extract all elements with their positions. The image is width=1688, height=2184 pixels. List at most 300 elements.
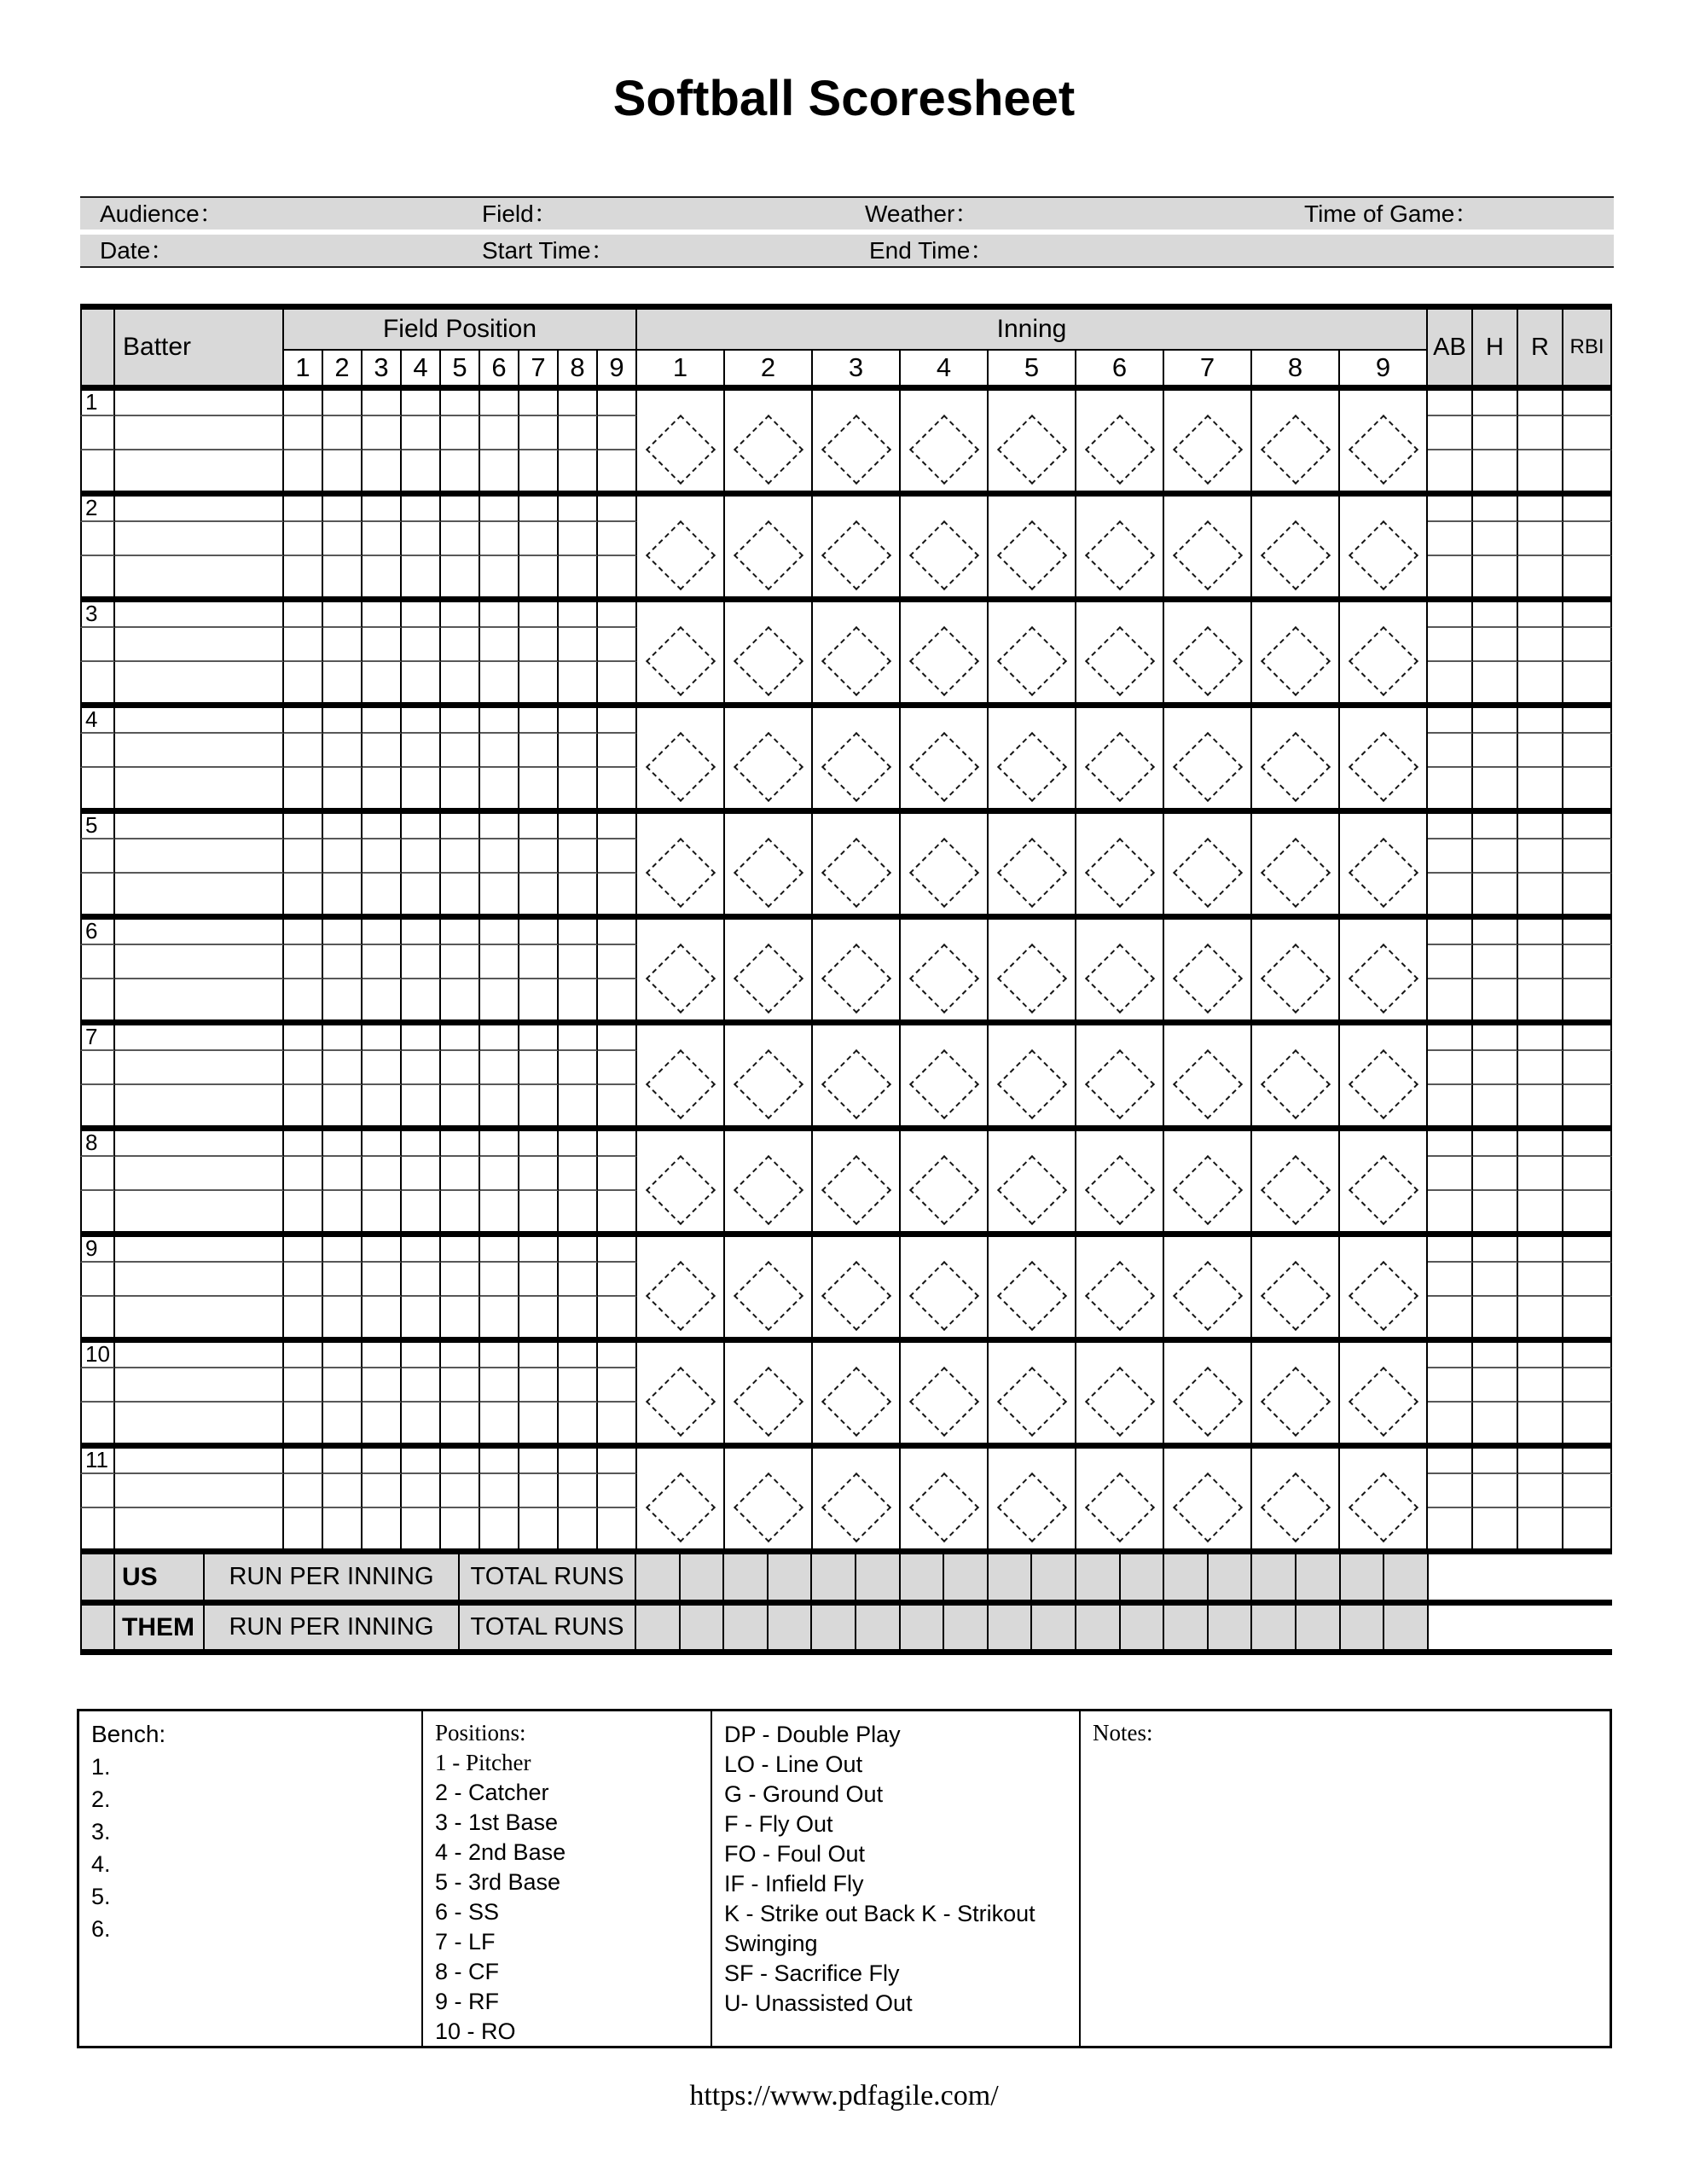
stat-cell[interactable] [1518,497,1563,522]
field-position-cell[interactable] [323,1131,363,1157]
field-position-cell[interactable] [519,628,559,662]
field-position-cell[interactable] [323,1343,363,1368]
batter-name-cell[interactable] [115,1449,284,1474]
stat-cell[interactable] [1518,1131,1563,1157]
field-position-cell[interactable] [441,1191,480,1231]
inning-scoring-cell[interactable] [1340,1343,1428,1443]
stat-cell[interactable] [1428,391,1473,416]
inning-scoring-cell[interactable] [989,1131,1076,1231]
score-cell[interactable] [901,1554,945,1600]
stat-cell[interactable] [1473,497,1518,522]
batter-name-cell[interactable] [115,1297,284,1337]
field-position-cell[interactable] [480,1449,519,1474]
score-cell[interactable] [1076,1554,1121,1600]
batter-name-cell[interactable] [115,945,284,979]
inning-scoring-cell[interactable] [1076,497,1164,596]
field-position-cell[interactable] [402,979,441,1019]
field-position-cell[interactable] [402,1343,441,1368]
stat-cell[interactable] [1518,1403,1563,1443]
stat-cell[interactable] [1428,1449,1473,1474]
field-position-cell[interactable] [323,1297,363,1337]
field-position-cell[interactable] [559,1131,598,1157]
field-position-cell[interactable] [598,1191,637,1231]
inning-scoring-cell[interactable] [725,1343,813,1443]
stat-cell[interactable] [1473,391,1518,416]
field-position-cell[interactable] [441,874,480,914]
score-cell[interactable] [1032,1606,1076,1649]
stat-cell[interactable] [1518,1085,1563,1125]
inning-scoring-cell[interactable] [1252,920,1340,1019]
field-position-cell[interactable] [284,945,323,979]
stat-cell[interactable] [1563,734,1612,768]
field-position-cell[interactable] [519,839,559,874]
field-position-cell[interactable] [519,1297,559,1337]
field-position-cell[interactable] [559,1297,598,1337]
field-position-cell[interactable] [559,450,598,491]
field-position-cell[interactable] [363,768,402,808]
field-position-cell[interactable] [402,874,441,914]
field-position-cell[interactable] [363,556,402,596]
field-position-cell[interactable] [480,839,519,874]
stat-cell[interactable] [1563,920,1612,945]
field-position-cell[interactable] [323,1191,363,1231]
field-position-cell[interactable] [519,734,559,768]
field-position-cell[interactable] [363,874,402,914]
field-position-cell[interactable] [598,522,637,556]
field-position-cell[interactable] [323,1237,363,1263]
field-position-cell[interactable] [402,450,441,491]
field-position-cell[interactable] [402,522,441,556]
field-position-cell[interactable] [402,945,441,979]
stat-cell[interactable] [1473,1368,1518,1403]
inning-scoring-cell[interactable] [1340,814,1428,914]
inning-scoring-cell[interactable] [1164,1131,1252,1231]
field-position-cell[interactable] [598,1449,637,1474]
field-position-cell[interactable] [559,1085,598,1125]
field-position-cell[interactable] [598,497,637,522]
batter-name-cell[interactable] [115,768,284,808]
field-position-cell[interactable] [323,945,363,979]
score-cell[interactable] [989,1606,1033,1649]
stat-cell[interactable] [1518,814,1563,839]
field-position-cell[interactable] [598,945,637,979]
inning-scoring-cell[interactable] [1164,602,1252,702]
inning-scoring-cell[interactable] [813,920,901,1019]
stat-cell[interactable] [1563,1297,1612,1337]
field-position-cell[interactable] [441,522,480,556]
field-position-cell[interactable] [402,708,441,734]
batter-name-cell[interactable] [115,814,284,839]
inning-scoring-cell[interactable] [901,1131,989,1231]
stat-cell[interactable] [1473,1051,1518,1085]
stat-cell[interactable] [1563,1191,1612,1231]
score-cell[interactable] [1209,1554,1253,1600]
stat-cell[interactable] [1518,1263,1563,1297]
inning-scoring-cell[interactable] [1076,1131,1164,1231]
field-position-cell[interactable] [363,662,402,702]
field-position-cell[interactable] [363,1237,402,1263]
field-position-cell[interactable] [284,1237,323,1263]
field-position-cell[interactable] [402,662,441,702]
field-position-cell[interactable] [441,450,480,491]
inning-scoring-cell[interactable] [1164,708,1252,808]
stat-cell[interactable] [1473,1263,1518,1297]
stat-cell[interactable] [1428,945,1473,979]
field-position-cell[interactable] [559,522,598,556]
stat-cell[interactable] [1473,1508,1518,1548]
field-position-cell[interactable] [284,920,323,945]
field-position-cell[interactable] [559,874,598,914]
field-position-cell[interactable] [559,768,598,808]
field-position-cell[interactable] [363,416,402,450]
field-position-cell[interactable] [363,920,402,945]
inning-scoring-cell[interactable] [637,1343,725,1443]
field-position-cell[interactable] [559,979,598,1019]
field-position-cell[interactable] [441,1025,480,1051]
field-position-cell[interactable] [363,1403,402,1443]
stat-cell[interactable] [1563,662,1612,702]
batter-name-cell[interactable] [115,1343,284,1368]
stat-cell[interactable] [1428,1508,1473,1548]
field-position-cell[interactable] [402,1131,441,1157]
field-position-cell[interactable] [402,1263,441,1297]
inning-scoring-cell[interactable] [989,602,1076,702]
inning-scoring-cell[interactable] [637,1237,725,1337]
field-position-cell[interactable] [598,979,637,1019]
inning-scoring-cell[interactable] [725,814,813,914]
inning-scoring-cell[interactable] [1164,1025,1252,1125]
field-position-cell[interactable] [323,602,363,628]
stat-cell[interactable] [1518,416,1563,450]
field-position-cell[interactable] [284,556,323,596]
inning-scoring-cell[interactable] [901,1237,989,1337]
stat-cell[interactable] [1428,1343,1473,1368]
field-position-cell[interactable] [441,1508,480,1548]
stat-cell[interactable] [1473,1157,1518,1191]
stat-cell[interactable] [1428,1263,1473,1297]
inning-scoring-cell[interactable] [989,920,1076,1019]
inning-scoring-cell[interactable] [725,920,813,1019]
score-cell[interactable] [769,1606,813,1649]
field-position-cell[interactable] [441,1297,480,1337]
stat-cell[interactable] [1428,416,1473,450]
field-position-cell[interactable] [402,391,441,416]
batter-name-cell[interactable] [115,1508,284,1548]
field-position-cell[interactable] [480,450,519,491]
stat-cell[interactable] [1473,979,1518,1019]
field-position-cell[interactable] [284,979,323,1019]
field-position-cell[interactable] [441,1474,480,1508]
score-cell[interactable] [724,1554,769,1600]
field-position-cell[interactable] [519,391,559,416]
field-position-cell[interactable] [519,1025,559,1051]
field-position-cell[interactable] [559,556,598,596]
inning-scoring-cell[interactable] [813,1131,901,1231]
stat-cell[interactable] [1473,662,1518,702]
field-position-cell[interactable] [323,839,363,874]
stat-cell[interactable] [1428,708,1473,734]
stat-cell[interactable] [1518,839,1563,874]
field-position-cell[interactable] [559,1237,598,1263]
stat-cell[interactable] [1563,814,1612,839]
stat-cell[interactable] [1428,1025,1473,1051]
notes-section[interactable] [1081,1711,1610,2046]
stat-cell[interactable] [1518,874,1563,914]
batter-name-cell[interactable] [115,979,284,1019]
field-position-cell[interactable] [519,1051,559,1085]
time-of-game-field[interactable]: Time of Game： [1304,200,1479,227]
stat-cell[interactable] [1473,814,1518,839]
field-position-cell[interactable] [284,1131,323,1157]
field-position-cell[interactable] [284,1085,323,1125]
field-position-cell[interactable] [402,814,441,839]
field-position-cell[interactable] [363,450,402,491]
stat-cell[interactable] [1563,497,1612,522]
inning-scoring-cell[interactable] [1076,1449,1164,1548]
field-position-cell[interactable] [480,497,519,522]
field-position-cell[interactable] [519,979,559,1019]
field-position-cell[interactable] [559,708,598,734]
inning-scoring-cell[interactable] [901,1025,989,1125]
batter-name-cell[interactable] [115,497,284,522]
field-position-cell[interactable] [519,450,559,491]
inning-scoring-cell[interactable] [1340,708,1428,808]
field-position-cell[interactable] [519,874,559,914]
field-position-cell[interactable] [441,814,480,839]
field-position-cell[interactable] [519,920,559,945]
field-position-cell[interactable] [441,497,480,522]
field-position-cell[interactable] [441,1368,480,1403]
score-cell[interactable] [1296,1554,1341,1600]
batter-name-cell[interactable] [115,1051,284,1085]
batter-name-cell[interactable] [115,1025,284,1051]
field-position-cell[interactable] [323,814,363,839]
field-position-cell[interactable] [363,1297,402,1337]
field-position-cell[interactable] [480,1237,519,1263]
field-position-cell[interactable] [480,768,519,808]
field-position-cell[interactable] [363,1263,402,1297]
field-position-cell[interactable] [441,734,480,768]
field-position-cell[interactable] [402,416,441,450]
field-position-cell[interactable] [480,1474,519,1508]
stat-cell[interactable] [1518,1449,1563,1474]
stat-cell[interactable] [1473,628,1518,662]
stat-cell[interactable] [1518,768,1563,808]
stat-cell[interactable] [1563,1263,1612,1297]
inning-scoring-cell[interactable] [1340,1449,1428,1548]
field-position-cell[interactable] [598,1157,637,1191]
field-position-cell[interactable] [323,1025,363,1051]
stat-cell[interactable] [1518,522,1563,556]
field-position-cell[interactable] [284,497,323,522]
score-cell[interactable] [1252,1606,1296,1649]
field-position-cell[interactable] [598,734,637,768]
stat-cell[interactable] [1428,628,1473,662]
field-position-cell[interactable] [480,1085,519,1125]
inning-scoring-cell[interactable] [1252,1449,1340,1548]
inning-scoring-cell[interactable] [1252,1025,1340,1125]
field-position-cell[interactable] [323,768,363,808]
inning-scoring-cell[interactable] [637,1131,725,1231]
field-position-cell[interactable] [598,1343,637,1368]
field-position-cell[interactable] [480,1191,519,1231]
field-position-cell[interactable] [519,768,559,808]
field-position-cell[interactable] [559,1263,598,1297]
field-position-cell[interactable] [363,945,402,979]
stat-cell[interactable] [1563,1343,1612,1368]
weather-field[interactable]: Weather： [865,200,979,227]
stat-cell[interactable] [1428,839,1473,874]
inning-scoring-cell[interactable] [725,1237,813,1337]
inning-scoring-cell[interactable] [1252,1237,1340,1337]
field-position-cell[interactable] [598,814,637,839]
score-cell[interactable] [1164,1554,1209,1600]
inning-scoring-cell[interactable] [1340,920,1428,1019]
field-position-cell[interactable] [363,1449,402,1474]
stat-cell[interactable] [1518,602,1563,628]
inning-scoring-cell[interactable] [901,1343,989,1443]
field-position-cell[interactable] [519,1403,559,1443]
field-position-cell[interactable] [323,522,363,556]
field-position-cell[interactable] [323,1508,363,1548]
field-position-cell[interactable] [559,1474,598,1508]
inning-scoring-cell[interactable] [989,1343,1076,1443]
inning-scoring-cell[interactable] [725,391,813,491]
field-position-cell[interactable] [323,391,363,416]
inning-scoring-cell[interactable] [1252,602,1340,702]
stat-cell[interactable] [1473,839,1518,874]
inning-scoring-cell[interactable] [901,391,989,491]
field-position-cell[interactable] [402,1237,441,1263]
field-position-cell[interactable] [441,416,480,450]
bench-slot[interactable]: 6. [91,1916,111,1942]
field-position-cell[interactable] [598,602,637,628]
field-position-cell[interactable] [402,602,441,628]
stat-cell[interactable] [1428,734,1473,768]
field-position-cell[interactable] [519,1474,559,1508]
field-position-cell[interactable] [480,1368,519,1403]
field-position-cell[interactable] [363,628,402,662]
bench-slot[interactable]: 3. [91,1819,111,1844]
inning-scoring-cell[interactable] [813,1237,901,1337]
stat-cell[interactable] [1473,1131,1518,1157]
field-position-cell[interactable] [480,1263,519,1297]
inning-scoring-cell[interactable] [813,1343,901,1443]
stat-cell[interactable] [1428,814,1473,839]
field-position-cell[interactable] [284,416,323,450]
field-position-cell[interactable] [323,628,363,662]
field-position-cell[interactable] [598,416,637,450]
stat-cell[interactable] [1428,662,1473,702]
field-position-cell[interactable] [598,628,637,662]
score-cell[interactable] [1296,1606,1341,1649]
field-position-cell[interactable] [402,1449,441,1474]
bench-slot[interactable]: 2. [91,1786,111,1812]
field-position-cell[interactable] [323,874,363,914]
field-position-cell[interactable] [284,1508,323,1548]
field-position-cell[interactable] [323,497,363,522]
stat-cell[interactable] [1428,1474,1473,1508]
stat-cell[interactable] [1563,1508,1612,1548]
field-position-cell[interactable] [559,497,598,522]
inning-scoring-cell[interactable] [1252,708,1340,808]
batter-name-cell[interactable] [115,1157,284,1191]
field-position-cell[interactable] [284,874,323,914]
field-position-cell[interactable] [323,1085,363,1125]
field-position-cell[interactable] [323,979,363,1019]
field-position-cell[interactable] [480,522,519,556]
batter-name-cell[interactable] [115,920,284,945]
field-position-cell[interactable] [284,1051,323,1085]
field-position-cell[interactable] [519,1085,559,1125]
score-cell[interactable] [1164,1606,1209,1649]
inning-scoring-cell[interactable] [1076,602,1164,702]
score-cell[interactable] [1252,1554,1296,1600]
inning-scoring-cell[interactable] [637,497,725,596]
field-position-cell[interactable] [284,1368,323,1403]
stat-cell[interactable] [1428,874,1473,914]
field-position-cell[interactable] [559,1191,598,1231]
field-position-cell[interactable] [402,1085,441,1125]
score-cell[interactable] [1121,1606,1165,1649]
field-position-cell[interactable] [598,1237,637,1263]
field-position-cell[interactable] [363,1131,402,1157]
field-position-cell[interactable] [441,556,480,596]
field-position-cell[interactable] [402,1025,441,1051]
field-position-cell[interactable] [363,1508,402,1548]
field-position-cell[interactable] [402,1474,441,1508]
stat-cell[interactable] [1563,945,1612,979]
stat-cell[interactable] [1473,1085,1518,1125]
field-position-cell[interactable] [441,708,480,734]
inning-scoring-cell[interactable] [813,391,901,491]
stat-cell[interactable] [1473,1297,1518,1337]
score-cell[interactable] [1121,1554,1165,1600]
inning-scoring-cell[interactable] [1252,1343,1340,1443]
stat-cell[interactable] [1518,979,1563,1019]
score-cell[interactable] [1341,1606,1385,1649]
field-position-cell[interactable] [519,662,559,702]
field-position-cell[interactable] [363,1368,402,1403]
stat-cell[interactable] [1563,1368,1612,1403]
inning-scoring-cell[interactable] [813,1025,901,1125]
score-cell[interactable] [636,1554,681,1600]
field-position-cell[interactable] [402,734,441,768]
field-position-cell[interactable] [559,945,598,979]
field-position-cell[interactable] [480,1508,519,1548]
inning-scoring-cell[interactable] [725,1025,813,1125]
field-position-cell[interactable] [519,945,559,979]
end-time-field[interactable]: End Time： [869,237,995,264]
field-position-cell[interactable] [441,662,480,702]
stat-cell[interactable] [1563,1131,1612,1157]
field-position-cell[interactable] [323,1449,363,1474]
stat-cell[interactable] [1563,874,1612,914]
stat-cell[interactable] [1518,450,1563,491]
field-position-cell[interactable] [480,945,519,979]
field-position-cell[interactable] [284,1191,323,1231]
stat-cell[interactable] [1563,602,1612,628]
field-position-cell[interactable] [323,662,363,702]
score-cell[interactable] [901,1606,945,1649]
batter-name-cell[interactable] [115,450,284,491]
stat-cell[interactable] [1518,1025,1563,1051]
stat-cell[interactable] [1473,1403,1518,1443]
stat-cell[interactable] [1428,450,1473,491]
field-position-cell[interactable] [559,814,598,839]
score-cell[interactable] [1209,1606,1253,1649]
field-position-cell[interactable] [519,1157,559,1191]
